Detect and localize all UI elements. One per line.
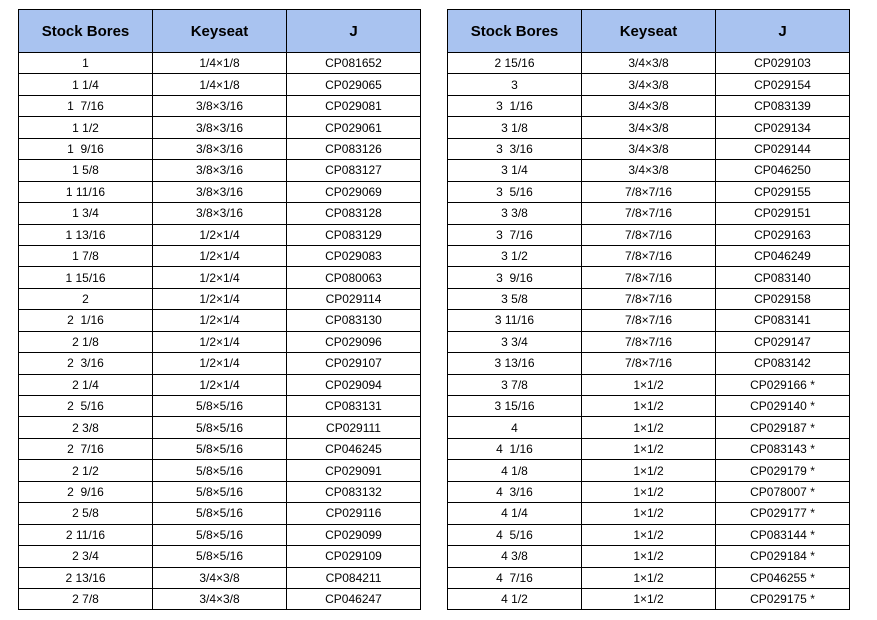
keyseat-cell: 1/2×1/4 [153,267,287,288]
table-row [19,417,421,438]
table-row [19,310,421,331]
keyseat-cell: 7/8×7/16 [582,310,716,331]
stock-bore-cell: 4 1/4 [448,503,582,524]
part-number-cell: CP083143 * [716,438,850,459]
table-row [19,288,421,309]
keyseat-cell: 1×1/2 [582,460,716,481]
table-row [19,117,421,138]
stock-bore-cell: 3 1/16 [448,95,582,116]
stock-bore-cell: 2 3/8 [19,417,153,438]
table-row [448,245,850,266]
keyseat-cell: 3/4×3/8 [582,160,716,181]
keyseat-cell: 3/4×3/8 [582,95,716,116]
keyseat-cell: 1×1/2 [582,417,716,438]
header-row [19,10,421,53]
part-number-cell: CP029154 [716,74,850,95]
keyseat-cell: 1×1/2 [582,524,716,545]
stock-bore-cell: 2 5/8 [19,503,153,524]
stock-bore-cell: 2 1/2 [19,460,153,481]
stock-bore-cell: 2 3/4 [19,546,153,567]
table-row [448,567,850,588]
stock-bore-cell: 3 5/16 [448,181,582,202]
stock-bore-cell: 4 1/2 [448,588,582,609]
keyseat-cell: 1×1/2 [582,503,716,524]
table-row [448,417,850,438]
table-row [19,245,421,266]
stock-bore-cell: 4 3/8 [448,546,582,567]
table-row [448,503,850,524]
table-row [19,438,421,459]
stock-bore-cell: 1 5/8 [19,160,153,181]
table-row [448,53,850,74]
keyseat-cell: 3/8×3/16 [153,203,287,224]
stock-bore-cell: 2 1/8 [19,331,153,352]
keyseat-cell: 5/8×5/16 [153,460,287,481]
part-number-cell: CP083128 [287,203,421,224]
keyseat-cell: 5/8×5/16 [153,417,287,438]
part-number-cell: CP029158 [716,288,850,309]
table-row [19,503,421,524]
table-row [448,74,850,95]
keyseat-cell: 1/2×1/4 [153,374,287,395]
table-row [448,396,850,417]
keyseat-cell: 3/8×3/16 [153,181,287,202]
keyseat-cell: 1/4×1/8 [153,74,287,95]
keyseat-cell: 3/8×3/16 [153,95,287,116]
keyseat-cell: 5/8×5/16 [153,503,287,524]
stock-bore-cell: 2 1/16 [19,310,153,331]
stock-bore-cell: 1 1/2 [19,117,153,138]
header-row [448,10,850,53]
stock-bore-cell: 2 9/16 [19,481,153,502]
keyseat-cell: 7/8×7/16 [582,181,716,202]
stock-bores-table-right [447,9,850,610]
part-number-cell: CP083142 [716,353,850,374]
table-row [19,267,421,288]
table-row [448,588,850,609]
part-number-cell: CP046255 * [716,567,850,588]
stock-bore-cell: 3 1/2 [448,245,582,266]
table-row [19,224,421,245]
part-number-cell: CP029065 [287,74,421,95]
part-number-cell: CP029107 [287,353,421,374]
stock-bore-cell: 4 5/16 [448,524,582,545]
table-row [448,438,850,459]
table-row [448,267,850,288]
stock-bore-cell: 3 3/8 [448,203,582,224]
keyseat-cell: 3/4×3/8 [582,117,716,138]
table-row [19,203,421,224]
part-number-cell: CP083139 [716,95,850,116]
table-row [448,203,850,224]
table-row [19,331,421,352]
stock-bore-cell: 3 1/4 [448,160,582,181]
part-number-cell: CP029184 * [716,546,850,567]
stock-bores-table-left [18,9,421,610]
stock-bore-cell: 1 [19,53,153,74]
part-number-cell: CP083127 [287,160,421,181]
table-row [19,74,421,95]
stock-bore-cell: 3 3/4 [448,331,582,352]
table-row [19,374,421,395]
part-number-cell: CP029175 * [716,588,850,609]
header-stock-bores: Stock Bores [448,10,582,53]
part-number-cell: CP029166 * [716,374,850,395]
stock-bore-cell: 3 7/16 [448,224,582,245]
keyseat-cell: 7/8×7/16 [582,203,716,224]
keyseat-cell: 1/4×1/8 [153,53,287,74]
keyseat-cell: 1×1/2 [582,588,716,609]
part-number-cell: CP029155 [716,181,850,202]
part-number-cell: CP029069 [287,181,421,202]
keyseat-cell: 3/8×3/16 [153,160,287,181]
part-number-cell: CP046250 [716,160,850,181]
table-row [448,95,850,116]
part-number-cell: CP029147 [716,331,850,352]
keyseat-cell: 7/8×7/16 [582,224,716,245]
table-row [448,224,850,245]
table-row [448,374,850,395]
part-number-cell: CP029187 * [716,417,850,438]
table-row [448,138,850,159]
keyseat-cell: 3/8×3/16 [153,138,287,159]
stock-bore-cell: 1 9/16 [19,138,153,159]
part-number-cell: CP084211 [287,567,421,588]
table-row [448,310,850,331]
keyseat-cell: 1×1/2 [582,567,716,588]
part-number-cell: CP029144 [716,138,850,159]
stock-bore-cell: 3 7/8 [448,374,582,395]
table-row [448,481,850,502]
keyseat-cell: 7/8×7/16 [582,245,716,266]
part-number-cell: CP029091 [287,460,421,481]
part-number-cell: CP029109 [287,546,421,567]
table-row [448,181,850,202]
stock-bore-cell: 4 1/8 [448,460,582,481]
table-row [448,353,850,374]
part-number-cell: CP029151 [716,203,850,224]
part-number-cell: CP029140 * [716,396,850,417]
table-row [19,546,421,567]
keyseat-cell: 5/8×5/16 [153,546,287,567]
keyseat-cell: 5/8×5/16 [153,396,287,417]
part-number-cell: CP078007 * [716,481,850,502]
stock-bore-cell: 1 1/4 [19,74,153,95]
stock-bore-cell: 2 15/16 [448,53,582,74]
stock-bore-cell: 1 3/4 [19,203,153,224]
table-row [19,460,421,481]
keyseat-cell: 3/4×3/8 [582,53,716,74]
keyseat-cell: 1×1/2 [582,396,716,417]
keyseat-cell: 5/8×5/16 [153,524,287,545]
keyseat-cell: 1/2×1/4 [153,310,287,331]
keyseat-cell: 7/8×7/16 [582,267,716,288]
stock-bore-cell: 4 3/16 [448,481,582,502]
table-row [19,567,421,588]
keyseat-cell: 1/2×1/4 [153,353,287,374]
part-number-cell: CP046245 [287,438,421,459]
keyseat-cell: 3/8×3/16 [153,117,287,138]
stock-bore-cell: 2 7/16 [19,438,153,459]
stock-bore-cell: 4 [448,417,582,438]
part-number-cell: CP029179 * [716,460,850,481]
header-j: J [287,10,421,53]
part-number-cell: CP083130 [287,310,421,331]
stock-bore-cell: 3 15/16 [448,396,582,417]
keyseat-cell: 3/4×3/8 [582,74,716,95]
stock-bore-cell: 2 [19,288,153,309]
table-row [19,160,421,181]
part-number-cell: CP029099 [287,524,421,545]
stock-bore-cell: 1 13/16 [19,224,153,245]
keyseat-cell: 1/2×1/4 [153,331,287,352]
keyseat-cell: 7/8×7/16 [582,288,716,309]
stock-bore-cell: 2 5/16 [19,396,153,417]
keyseat-cell: 1/2×1/4 [153,245,287,266]
part-number-cell: CP083129 [287,224,421,245]
keyseat-cell: 7/8×7/16 [582,331,716,352]
part-number-cell: CP029111 [287,417,421,438]
table-row [448,524,850,545]
part-number-cell: CP083132 [287,481,421,502]
part-number-cell: CP046247 [287,588,421,609]
part-number-cell: CP083144 * [716,524,850,545]
part-number-cell: CP029114 [287,288,421,309]
part-number-cell: CP029061 [287,117,421,138]
table-row [448,331,850,352]
stock-bore-cell: 2 1/4 [19,374,153,395]
table-row [19,181,421,202]
stock-bore-cell: 3 5/8 [448,288,582,309]
table-row [19,95,421,116]
part-number-cell: CP029163 [716,224,850,245]
header-keyseat: Keyseat [582,10,716,53]
part-number-cell: CP083126 [287,138,421,159]
keyseat-cell: 3/4×3/8 [582,138,716,159]
stock-bore-cell: 3 9/16 [448,267,582,288]
part-number-cell: CP029094 [287,374,421,395]
stock-bore-cell: 4 7/16 [448,567,582,588]
header-stock-bores: Stock Bores [19,10,153,53]
keyseat-cell: 1/2×1/4 [153,224,287,245]
table-row [448,288,850,309]
stock-bore-cell: 2 13/16 [19,567,153,588]
stock-bore-cell: 1 11/16 [19,181,153,202]
keyseat-cell: 3/4×3/8 [153,588,287,609]
stock-bore-cell: 1 7/8 [19,245,153,266]
keyseat-cell: 1×1/2 [582,438,716,459]
stock-bore-cell: 3 [448,74,582,95]
stock-bore-cell: 1 15/16 [19,267,153,288]
table-row [19,396,421,417]
table-row [19,138,421,159]
part-number-cell: CP083131 [287,396,421,417]
table-row [19,481,421,502]
table-row [19,353,421,374]
part-number-cell: CP046249 [716,245,850,266]
keyseat-cell: 3/4×3/8 [153,567,287,588]
keyseat-cell: 1×1/2 [582,481,716,502]
part-number-cell: CP029103 [716,53,850,74]
part-number-cell: CP083141 [716,310,850,331]
table-row [448,117,850,138]
keyseat-cell: 1/2×1/4 [153,288,287,309]
stock-bore-cell: 1 7/16 [19,95,153,116]
part-number-cell: CP029177 * [716,503,850,524]
part-number-cell: CP029134 [716,117,850,138]
keyseat-cell: 7/8×7/16 [582,353,716,374]
table-row [448,546,850,567]
table-row [19,588,421,609]
stock-bore-cell: 3 1/8 [448,117,582,138]
header-j: J [716,10,850,53]
stock-bore-cell: 2 7/8 [19,588,153,609]
part-number-cell: CP029083 [287,245,421,266]
stock-bore-cell: 2 11/16 [19,524,153,545]
stock-bore-cell: 4 1/16 [448,438,582,459]
part-number-cell: CP029116 [287,503,421,524]
part-number-cell: CP029081 [287,95,421,116]
keyseat-cell: 1×1/2 [582,546,716,567]
keyseat-cell: 5/8×5/16 [153,438,287,459]
part-number-cell: CP083140 [716,267,850,288]
header-keyseat: Keyseat [153,10,287,53]
table-row [19,524,421,545]
table-row [19,53,421,74]
part-number-cell: CP081652 [287,53,421,74]
stock-bore-cell: 3 13/16 [448,353,582,374]
keyseat-cell: 1×1/2 [582,374,716,395]
table-row [448,460,850,481]
part-number-cell: CP080063 [287,267,421,288]
table-row [448,160,850,181]
keyseat-cell: 5/8×5/16 [153,481,287,502]
stock-bore-cell: 3 3/16 [448,138,582,159]
stock-bore-cell: 3 11/16 [448,310,582,331]
stock-bore-cell: 2 3/16 [19,353,153,374]
part-number-cell: CP029096 [287,331,421,352]
